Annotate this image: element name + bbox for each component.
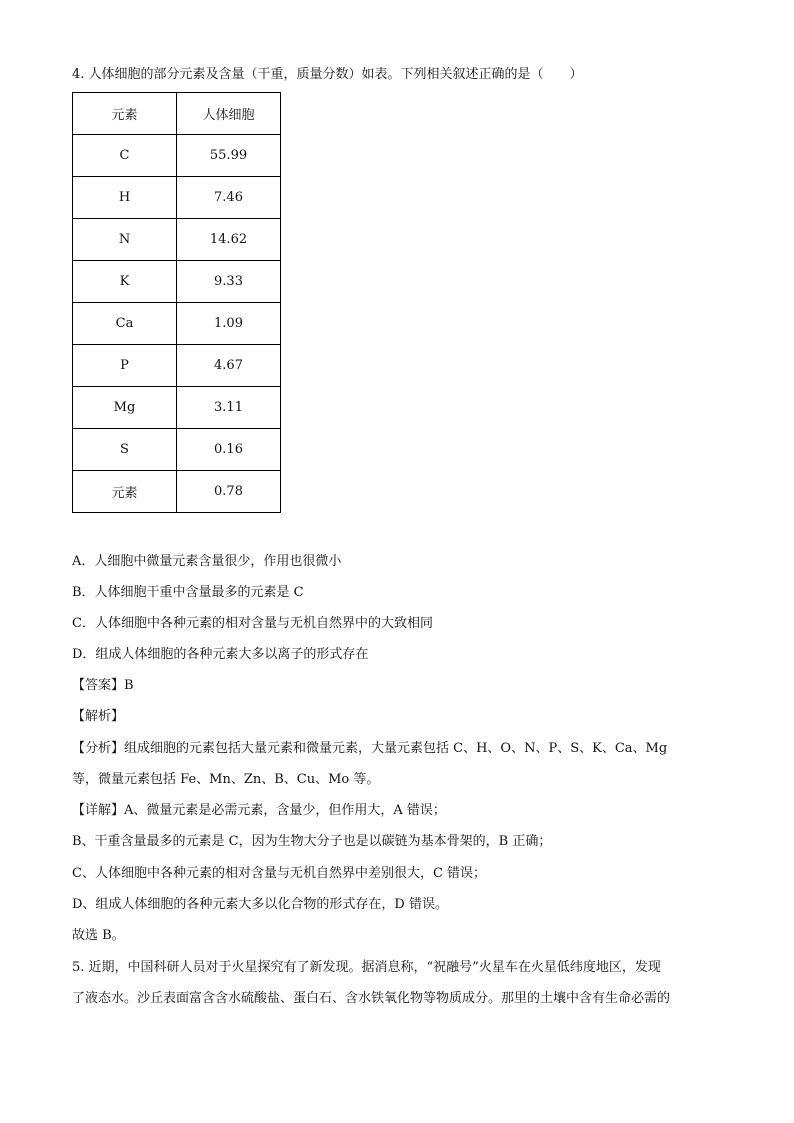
table-row bbox=[73, 471, 281, 513]
conclusion-line: 故选 B。 bbox=[72, 928, 125, 943]
question-5-stem-line-2: 了液态水。沙丘表面富含含水硫酸盐、蛋白石、含水铁氧化物等物质成分。那里的土壤中含有生命必需的 bbox=[72, 991, 671, 1006]
table-cell-value: 14.62 bbox=[177, 219, 281, 261]
table-cell-value: 0.16 bbox=[177, 429, 281, 471]
table-cell-element: Mg bbox=[73, 387, 177, 429]
detail-explanation-b: B、干重含量最多的元素是 C，因为生物大分子也是以碳链为基本骨架的，B 正确； bbox=[72, 834, 552, 849]
table-row bbox=[73, 177, 281, 219]
table-cell-value: 3.11 bbox=[177, 387, 281, 429]
answer-line: 【答案】B bbox=[72, 678, 134, 693]
table-cell-element: H bbox=[73, 177, 177, 219]
table-cell-value: 4.67 bbox=[177, 345, 281, 387]
analysis-heading: 【解析】 bbox=[72, 709, 125, 724]
table-cell-element: N bbox=[73, 219, 177, 261]
detail-explanation-c: C、人体细胞中各种元素的相对含量与无机自然界中差别很大，C 错误； bbox=[72, 866, 487, 881]
element-content-table bbox=[72, 92, 281, 513]
table-row bbox=[73, 429, 281, 471]
table-cell-value: 55.99 bbox=[177, 135, 281, 177]
table-cell-value: 7.46 bbox=[177, 177, 281, 219]
table-row bbox=[73, 345, 281, 387]
table-header-element: 元素 bbox=[73, 93, 177, 135]
option-b: B．人体细胞干重中含量最多的元素是 C bbox=[72, 585, 304, 600]
analysis-summary-line-1: 【分析】组成细胞的元素包括大量元素和微量元素，大量元素包括 C、H、O、N、P、S、K、Ca、Mg bbox=[72, 741, 668, 756]
table-cell-element: P bbox=[73, 345, 177, 387]
option-c: C．人体细胞中各种元素的相对含量与无机自然界中的大致相同 bbox=[72, 616, 433, 631]
table-cell-value: 1.09 bbox=[177, 303, 281, 345]
question-4-stem: 4. 人体细胞的部分元素及含量（干重，质量分数）如表。下列相关叙述正确的是（ ） bbox=[72, 67, 583, 82]
table-cell-element: Ca bbox=[73, 303, 177, 345]
detail-explanation-d: D、组成人体细胞的各种元素大多以化合物的形式存在，D 错误。 bbox=[72, 897, 448, 912]
table-row bbox=[73, 387, 281, 429]
option-d: D．组成人体细胞的各种元素大多以离子的形式存在 bbox=[72, 647, 369, 662]
table-row bbox=[73, 219, 281, 261]
table-cell-value: 9.33 bbox=[177, 261, 281, 303]
table-cell-element: C bbox=[73, 135, 177, 177]
table-cell-element: K bbox=[73, 261, 177, 303]
analysis-summary-line-2: 等，微量元素包括 Fe、Mn、Zn、B、Cu、Mo 等。 bbox=[72, 772, 380, 787]
table-cell-value: 0.78 bbox=[177, 471, 281, 513]
table-row bbox=[73, 135, 281, 177]
table-cell-element: S bbox=[73, 429, 177, 471]
option-a: A．人细胞中微量元素含量很少，作用也很微小 bbox=[72, 554, 342, 569]
table-cell-element: 元素 bbox=[73, 471, 177, 513]
question-5-stem-line-1: 5. 近期，中国科研人员对于火星探究有了新发现。据消息称，“祝融号”火星车在火星低纬度地区，发现 bbox=[72, 960, 661, 975]
detail-explanation-a: 【详解】A、微量元素是必需元素，含量少，但作用大，A 错误； bbox=[72, 803, 446, 818]
table-row bbox=[73, 303, 281, 345]
table-row bbox=[73, 261, 281, 303]
table-header-row bbox=[73, 93, 281, 135]
table-header-human-cell: 人体细胞 bbox=[177, 93, 281, 135]
